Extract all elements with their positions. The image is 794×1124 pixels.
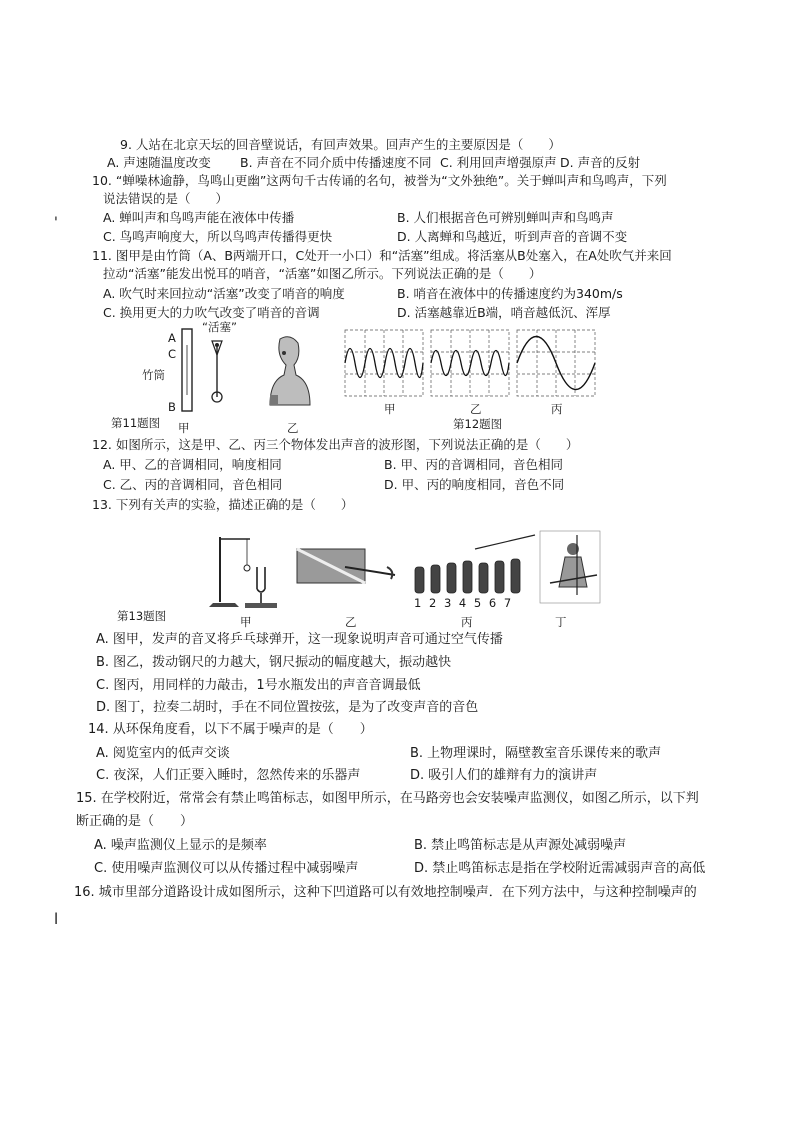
q12-option-a: A. 甲、乙的音调相同，响度相同	[103, 457, 282, 472]
q10-option-d: D. 人离蝉和鸟越近，听到声音的音调不变	[397, 229, 628, 244]
figure-13-caption: 第13题图	[117, 609, 167, 623]
figure-12-sub-yi: 乙	[470, 402, 482, 416]
figure-12-caption: 第12题图	[453, 417, 503, 431]
q10-stem-line1: 10. “蝉噪林逾静，鸟鸣山更幽”这两句千古传诵的名句，被誉为“文外独绝”。关于蝉叫声和鸟鸣声，下列	[92, 173, 667, 188]
q11-option-b: B. 哨音在液体中的传播速度约为340m/s	[397, 286, 623, 301]
figure-11-label-c: C	[168, 347, 177, 361]
q11-option-c: C. 换用更大的力吹气改变了哨音的音调	[103, 305, 320, 320]
q13-option-c: C. 图丙，用同样的力敲击，1号水瓶发出的声音音调最低	[96, 678, 421, 693]
q11-option-d: D. 活塞越靠近B端，哨音越低沉、浑厚	[397, 305, 611, 320]
q14-option-b: B. 上物理课时，隔壁教室音乐课传来的歌声	[410, 746, 662, 761]
q14-option-d: D. 吸引人们的雄辩有力的演讲声	[410, 768, 598, 783]
q10-option-a: A. 蝉叫声和鸟鸣声能在液体中传播	[103, 210, 295, 225]
q9-option-d: D. 声音的反射	[560, 155, 641, 170]
margin-mark: l	[54, 910, 59, 928]
q11-option-a: A. 吹气时来回拉动“活塞”改变了哨音的响度	[103, 286, 345, 301]
figure-13-drawing	[205, 527, 605, 613]
figure-12	[343, 328, 603, 400]
figure-13	[205, 527, 605, 613]
q14-option-c: C. 夜深，人们正要入睡时，忽然传来的乐器声	[96, 768, 361, 783]
q10-option-c: C. 鸟鸣声响度大，所以鸟鸣声传播得更快	[103, 229, 333, 244]
q11-stem-line1: 11. 图甲是由竹筒（A、B两端开口，C处开一小口）和“活塞”组成。将活塞从B处塞入，在A处吹气并来回	[92, 248, 672, 263]
margin-mark: '	[54, 215, 58, 231]
q15-option-b: B. 禁止鸣笛标志是从声源处减弱噪声	[414, 838, 627, 853]
q15-stem-line2: 断正确的是（ ）	[76, 814, 194, 829]
q12-option-d: D. 甲、丙的响度相同，音色不同	[384, 477, 565, 492]
figure-13-sub-ding: 丁	[555, 615, 567, 629]
figure-13-bottle-numbers: 1 2 3 4 5 6 7	[414, 596, 514, 610]
q12-stem: 12. 如图所示，这是甲、乙、丙三个物体发出声音的波形图，下列说法正确的是（ ）	[92, 437, 579, 452]
q9-option-a: A. 声速随温度改变	[107, 155, 211, 170]
figure-11-caption: 第11题图	[111, 416, 161, 430]
q10-option-b: B. 人们根据音色可辨别蝉叫声和鸟鸣声	[397, 210, 614, 225]
figure-13-sub-yi: 乙	[345, 615, 357, 629]
q13-option-a: A. 图甲，发声的音叉将乒乓球弹开，这一现象说明声音可通过空气传播	[96, 632, 503, 647]
q9-option-b: B. 声音在不同介质中传播速度不同	[240, 155, 432, 170]
q15-option-a: A. 噪声监测仪上显示的是频率	[94, 838, 267, 853]
figure-11-sub-yi: 乙	[287, 421, 299, 435]
q13-option-d: D. 图丁，拉奏二胡时，手在不同位置按弦，是为了改变声音的音色	[96, 700, 479, 715]
q11-stem-line2: 拉动“活塞”能发出悦耳的哨音，“活塞”如图乙所示。下列说法正确的是（ ）	[103, 266, 542, 281]
q9-stem: 9. 人站在北京天坛的回音壁说话，有回声效果。回声产生的主要原因是（ ）	[120, 137, 561, 152]
q16-stem: 16. 城市里部分道路设计成如图所示，这种下凹道路可以有效地控制噪声．在下列方法中，与这种控制噪声的	[74, 885, 697, 900]
figure-13-sub-jia: 甲	[240, 615, 252, 629]
q10-stem-line2: 说法错误的是（ ）	[103, 191, 229, 206]
figure-13-sub-bing: 丙	[461, 615, 473, 629]
figure-11-label-b: B	[168, 400, 176, 414]
q9-option-c: C. 利用回声增强原声	[440, 155, 557, 170]
q15-option-d: D. 禁止鸣笛标志是指在学校附近需减弱声音的高低	[414, 861, 706, 876]
q12-option-c: C. 乙、丙的音调相同，音色相同	[103, 477, 283, 492]
figure-11-label-piston: “活塞”	[202, 320, 237, 334]
figure-12-drawing	[343, 328, 603, 400]
q14-stem: 14. 从环保角度看，以下不属于噪声的是（ ）	[88, 722, 373, 737]
q13-stem: 13. 下列有关声的实验，描述正确的是（ ）	[92, 497, 354, 512]
q15-option-c: C. 使用噪声监测仪可以从传播过程中减弱噪声	[94, 861, 359, 876]
figure-12-sub-jia: 甲	[384, 402, 396, 416]
q13-option-b: B. 图乙，拨动钢尺的力越大，钢尺振动的幅度越大，振动越快	[96, 655, 452, 670]
figure-11-label-a: A	[168, 331, 176, 345]
figure-11-label-tube: 竹筒	[142, 368, 165, 382]
q14-option-a: A. 阅览室内的低声交谈	[96, 746, 230, 761]
q12-option-b: B. 甲、丙的音调相同，音色相同	[384, 457, 564, 472]
figure-12-sub-bing: 丙	[551, 402, 563, 416]
q15-stem-line1: 15. 在学校附近，常常会有禁止鸣笛标志，如图甲所示，在马路旁也会安装噪声监测仪，如图乙所示，以下判	[76, 791, 699, 806]
figure-11-sub-jia: 甲	[178, 421, 190, 435]
